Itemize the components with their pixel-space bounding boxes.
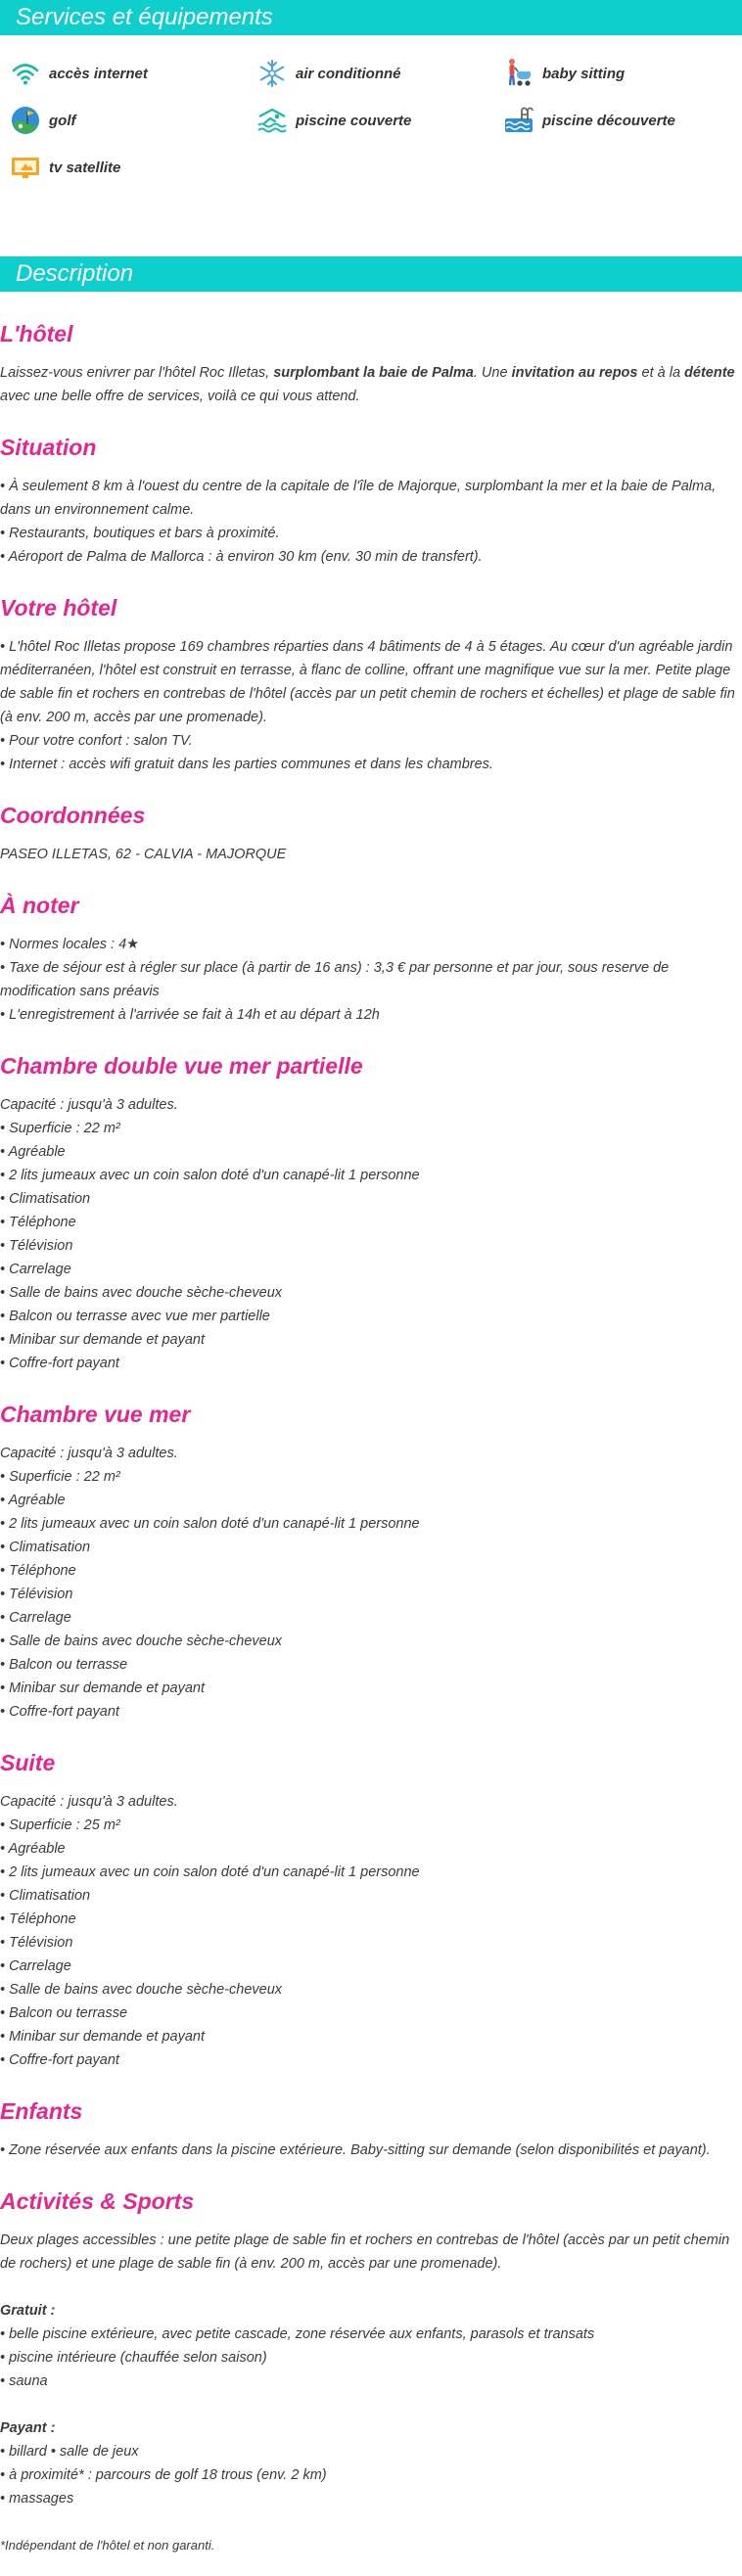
- service-internet: [10, 57, 256, 90]
- list-item: Capacité : jusqu'à 3 adultes.: [0, 1097, 178, 1113]
- service-label: accès internet: [49, 65, 148, 82]
- list-item: • Téléphone: [0, 1215, 76, 1230]
- list-item: • Pour votre confort : salon TV.: [0, 733, 193, 749]
- list-item: • Coffre-fort payant: [0, 1704, 119, 1720]
- list-item: • piscine intérieure (chauffée selon saison): [0, 2350, 267, 2366]
- list-item: • Climatisation: [0, 1540, 91, 1555]
- section-title-enfants: Enfants: [0, 2098, 83, 2124]
- list-item: • Téléphone: [0, 1563, 76, 1579]
- list-item: • Carrelage: [0, 1610, 71, 1626]
- list-item: • Coffre-fort payant: [0, 2052, 119, 2068]
- section-title-room-sea-view: Chambre vue mer: [0, 1402, 191, 1427]
- section-title-hotel: L'hôtel: [0, 321, 73, 346]
- service-label: piscine couverte: [296, 112, 412, 129]
- list-item: • 2 lits jumeaux avec un coin salon doté d'un canapé-lit 1 personne: [0, 1168, 420, 1183]
- list-item: • Agréable: [0, 1493, 66, 1508]
- section-title-coordonnees: Coordonnées: [0, 803, 146, 828]
- service-babysitting: [503, 57, 742, 90]
- list-item: • Télévision: [0, 1238, 73, 1254]
- section-title-situation: Situation: [0, 435, 97, 460]
- list-item: • Salle de bains avec douche sèche-cheveux: [0, 1285, 283, 1301]
- outdoor-pool-icon: [503, 105, 534, 136]
- service-label: tv satellite: [49, 159, 121, 176]
- service-tv: [10, 151, 256, 184]
- list-item: • L'hôtel Roc Illetas propose 169 chambres réparties dans 4 bâtiments de 4 à 5 étages. Au cœur d'un agréable jardin méditerranéen, l'hôtel est construit en terrasse, à flanc de colline, offrant une magnifique vue sur la mer. Petite plage de sable fin et rochers en contrebas de l'hôtel (accès par un petit chemin de rochers et échelles) et plage de sable fin (à env. 200 m, accès par une promenade).: [0, 639, 735, 725]
- section-title-activites: Activités & Sports: [0, 2188, 195, 2214]
- list-item: • Minibar sur demande et payant: [0, 2029, 205, 2045]
- situation-list: [0, 475, 742, 569]
- service-golf: [10, 104, 256, 137]
- activites-payant-label: Payant :: [0, 2420, 56, 2436]
- list-item: • Superficie : 25 m²: [0, 1817, 120, 1833]
- list-item: • Internet : accès wifi gratuit dans les parties communes et dans les chambres.: [0, 757, 493, 772]
- list-item: • à proximité* : parcours de golf 18 trous (env. 2 km): [0, 2467, 327, 2483]
- list-item: • Balcon ou terrasse: [0, 2005, 128, 2021]
- list-item: • Téléphone: [0, 1911, 76, 1927]
- tv-icon: [10, 152, 41, 183]
- hotel-intro: Laissez-vous enivrer par l'hôtel Roc Illetas, surplombant la baie de Palma. Une invitation au repos et à la détente avec une belle offre de services, voilà ce qui vous attend.: [0, 365, 735, 404]
- list-item: • 2 lits jumeaux avec un coin salon doté d'un canapé-lit 1 personne: [0, 1864, 420, 1880]
- footnote: *Indépendant de l'hôtel et non garanti.: [0, 2538, 215, 2553]
- service-label: baby sitting: [542, 65, 626, 82]
- snowflake-icon: [256, 58, 288, 89]
- room-partial-sea-view-list: [0, 1093, 742, 1375]
- list-item: • Restaurants, boutiques et bars à proximité.: [0, 526, 280, 541]
- section-title-suite: Suite: [0, 1750, 56, 1775]
- list-item: Capacité : jusqu'à 3 adultes.: [0, 1794, 178, 1810]
- list-item: • sauna: [0, 2373, 48, 2389]
- list-item: • Balcon ou terrasse: [0, 1657, 128, 1673]
- service-indoor-pool: [256, 104, 503, 137]
- section-title-a-noter: À noter: [0, 893, 79, 918]
- list-item: • Climatisation: [0, 1888, 91, 1904]
- services-banner: Services et équipements: [0, 0, 742, 35]
- list-item: • Normes locales : 4★: [0, 937, 140, 952]
- list-item: • Agréable: [0, 1841, 66, 1857]
- list-item: • Télévision: [0, 1587, 73, 1602]
- room-sea-view-list: [0, 1442, 742, 1724]
- list-item: • Minibar sur demande et payant: [0, 1332, 205, 1348]
- list-item: • Agréable: [0, 1144, 66, 1160]
- list-item: • À seulement 8 km à l'ouest du centre de la capitale de l'île de Majorque, surplombant la mer et la baie de Palma, dans un environnement calme.: [0, 479, 717, 518]
- services-grid: [0, 35, 742, 206]
- golf-icon: [10, 105, 41, 136]
- list-item: • L'enregistrement à l'arrivée se fait à 14h et au départ à 12h: [0, 1007, 380, 1023]
- list-item: • Aéroport de Palma de Mallorca : à environ 30 km (env. 30 min de transfert).: [0, 549, 483, 565]
- list-item: • Taxe de séjour est à régler sur place (à partir de 16 ans) : 3,3 € par personne et par jour, sous reserve de modification sans préavis: [0, 960, 670, 999]
- wifi-icon: [10, 58, 41, 89]
- service-aircon: [256, 57, 503, 90]
- section-title-room-partial-sea-view: Chambre double vue mer partielle: [0, 1053, 363, 1079]
- service-label: golf: [49, 112, 76, 129]
- list-item: • Minibar sur demande et payant: [0, 1680, 205, 1696]
- activites-gratuit-label: Gratuit :: [0, 2303, 56, 2319]
- list-item: • Zone réservée aux enfants dans la piscine extérieure. Baby-sitting sur demande (selon disponibilités et payant).: [0, 2142, 711, 2158]
- section-title-votre-hotel: Votre hôtel: [0, 595, 117, 621]
- service-outdoor-pool: [503, 104, 742, 137]
- service-label: piscine découverte: [542, 112, 675, 129]
- list-item: • Salle de bains avec douche sèche-cheveux: [0, 1633, 283, 1649]
- list-item: • belle piscine extérieure, avec petite cascade, zone réservée aux enfants, parasols et transats: [0, 2326, 595, 2342]
- list-item: • Coffre-fort payant: [0, 1356, 119, 1371]
- list-item: • Balcon ou terrasse avec vue mer partielle: [0, 1309, 270, 1324]
- indoor-pool-icon: [256, 105, 288, 136]
- list-item: • billard • salle de jeux: [0, 2444, 139, 2460]
- list-item: • Carrelage: [0, 1262, 71, 1277]
- a-noter-list: [0, 933, 742, 1027]
- list-item: • Salle de bains avec douche sèche-cheveux: [0, 1982, 283, 1998]
- activites-intro: Deux plages accessibles : une petite plage de sable fin et rochers en contrebas de l'hôtel (accès par un petit chemin de rochers) et une plage de sable fin (à env. 200 m, accès par une promenade).: [0, 2232, 730, 2272]
- list-item: • 2 lits jumeaux avec un coin salon doté d'un canapé-lit 1 personne: [0, 1516, 420, 1532]
- list-item: • Climatisation: [0, 1191, 91, 1207]
- hotel-address: PASEO ILLETAS, 62 - CALVIA - MAJORQUE: [0, 847, 287, 862]
- list-item: • Télévision: [0, 1935, 73, 1951]
- baby-stroller-icon: [503, 58, 534, 89]
- suite-list: [0, 1790, 742, 2072]
- list-item: • massages: [0, 2491, 74, 2507]
- list-item: • Superficie : 22 m²: [0, 1469, 120, 1485]
- votre-hotel-list: [0, 635, 742, 776]
- description-body: [0, 292, 742, 2557]
- list-item: • Superficie : 22 m²: [0, 1121, 120, 1136]
- list-item: • Carrelage: [0, 1958, 71, 1974]
- service-label: air conditionné: [296, 65, 401, 82]
- description-banner: Description: [0, 256, 742, 292]
- list-item: Capacité : jusqu'à 3 adultes.: [0, 1446, 178, 1461]
